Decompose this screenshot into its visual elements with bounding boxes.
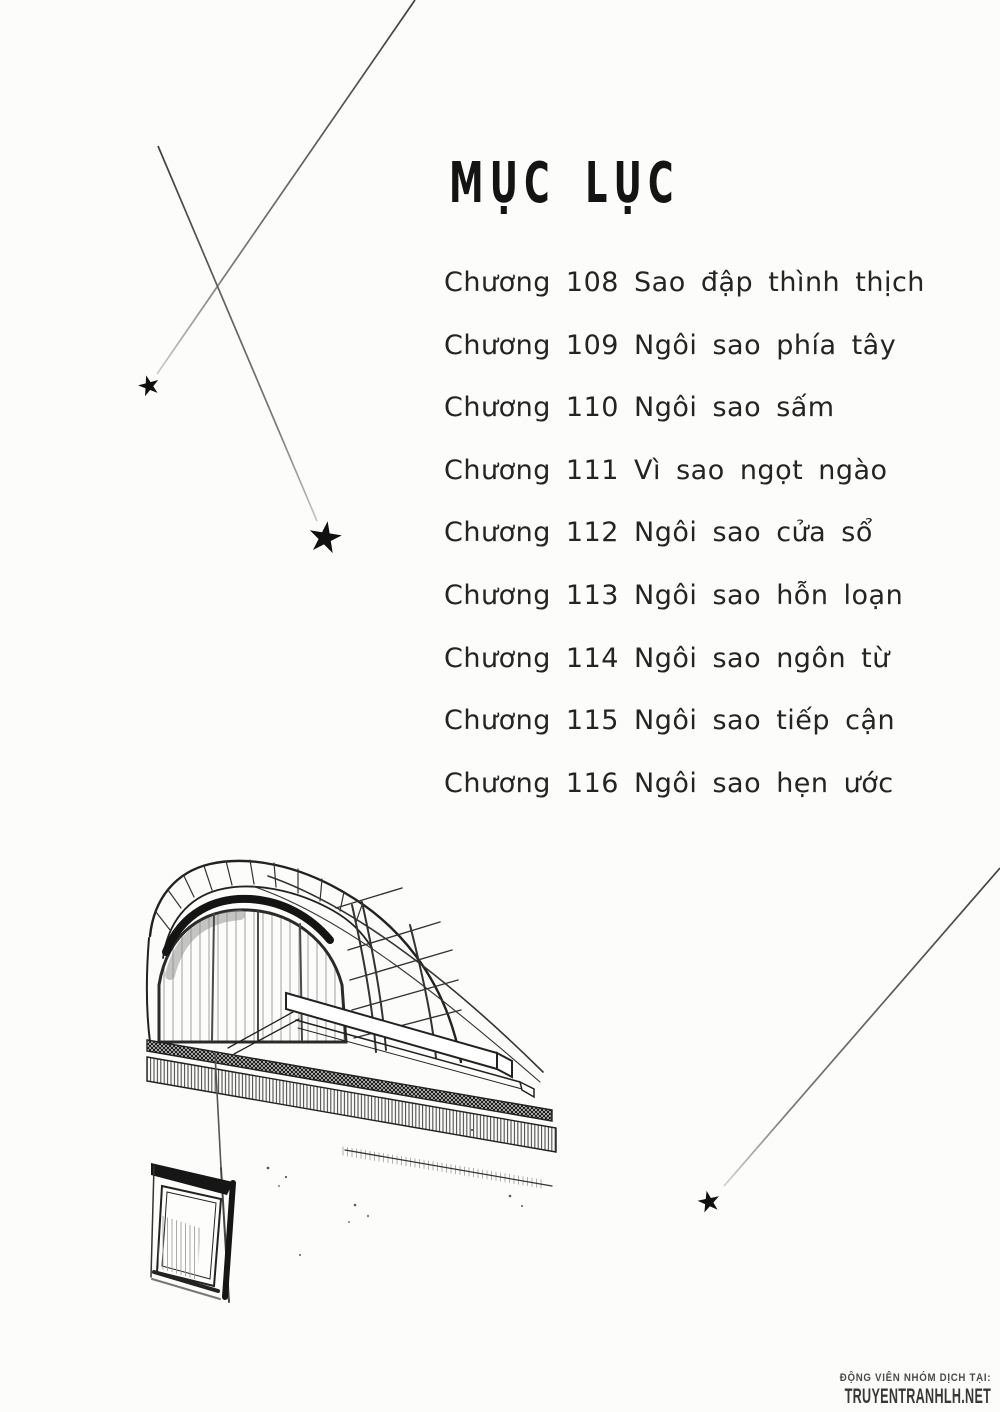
chapter-entry: Chương 109 Ngôi sao phía tây	[444, 329, 897, 361]
chapter-entry: Chương 113 Ngôi sao hỗn loạn	[444, 579, 904, 611]
shooting-star-2	[158, 146, 344, 554]
chapter-entry: Chương 111 Vì sao ngọt ngào	[444, 454, 888, 486]
chapter-entry: Chương 108 Sao đập thình thịch	[444, 267, 925, 298]
watermark-tagline: ĐỘNG VIÊN NHÓM DỊCH TẠI:	[839, 1372, 991, 1384]
chapter-entry: Chương 110 Ngôi sao sấm	[444, 392, 835, 424]
star-icon	[696, 1188, 722, 1213]
watermark-site: TRUYENTRANHLH.NET	[844, 1385, 991, 1408]
star-icon	[307, 519, 344, 554]
page-title: MỤC LỤC	[449, 151, 680, 216]
observatory-illustration	[147, 860, 556, 1302]
wall-speckles	[267, 1129, 523, 1256]
chapter-list	[444, 252, 925, 815]
shooting-star-1	[136, 0, 415, 397]
shooting-star-line	[724, 868, 1000, 1186]
star-icon	[136, 373, 161, 398]
chapter-entry: Chương 115 Ngôi sao tiếp cận	[444, 705, 896, 737]
shooting-star-3	[696, 868, 1000, 1213]
watermark	[747, 1372, 991, 1409]
chapter-entry: Chương 116 Ngôi sao hẹn ước	[444, 767, 894, 799]
window	[151, 1163, 233, 1299]
chapter-entry: Chương 112 Ngôi sao cửa sổ	[444, 517, 873, 549]
chapter-entry: Chương 114 Ngôi sao ngôn từ	[444, 642, 890, 674]
shooting-star-line	[158, 146, 317, 521]
shooting-star-line	[157, 0, 415, 374]
